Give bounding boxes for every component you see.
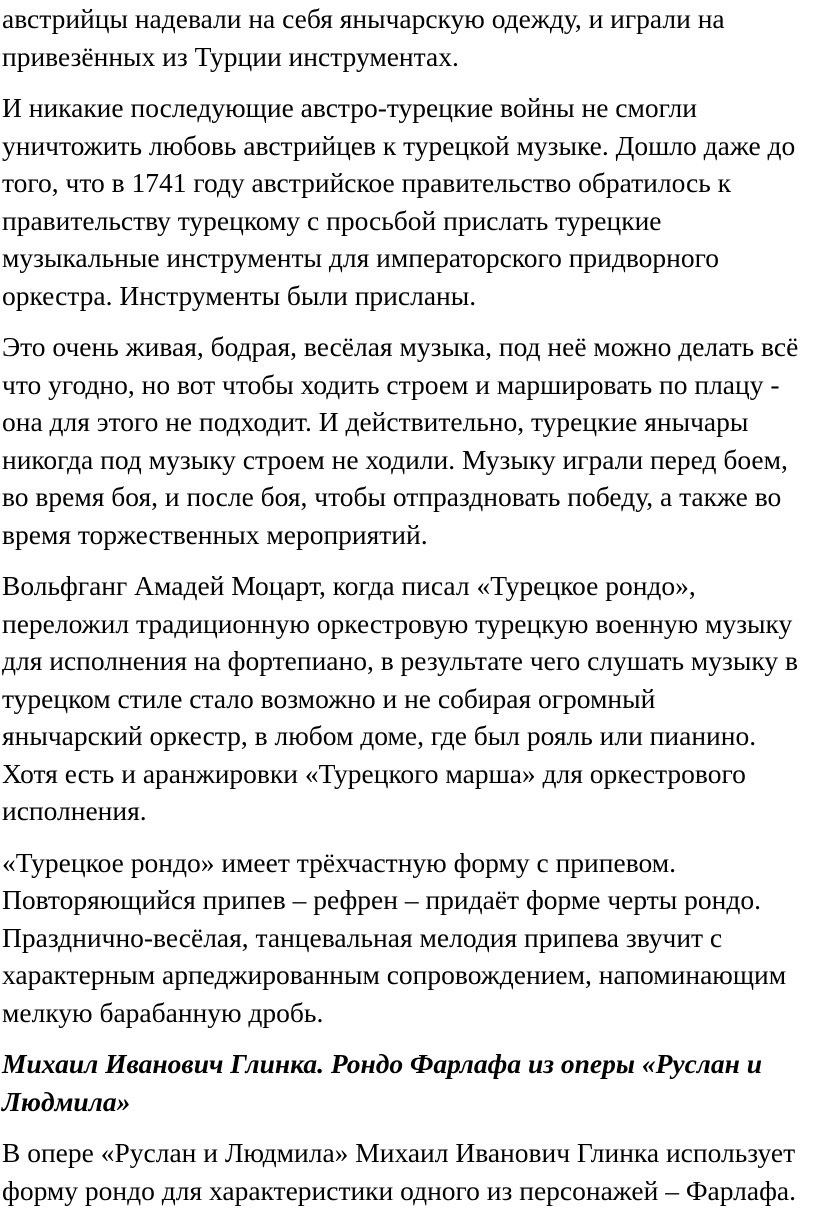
paragraph-mozart: Вольфганг Амадей Моцарт, когда писал «Турецкое рондо», переложил традиционную оркестровую турецкую военную музыку для исполнения на фортепиано, в результате чего слушать музыку в турецком стиле стало возможно и не собирая огромный янычарский оркестр, в любом доме, где был рояль или пианино. Хотя есть и аранжировки «Турецкого марша» для оркестрового исполнения.: [2, 570, 798, 826]
paragraph-lively-music: Это очень живая, бодрая, весёлая музыка, под неё можно делать всё что угодно, но вот чтобы ходить строем и маршировать по плацу - она для этого не подходит. И действительно, турецкие янычары никогда под музыку строем не ходили. Музыку играли перед боем, во время боя, и после боя, чтобы отпраздновать победу, а также во время торжественных мероприятий.: [2, 331, 799, 550]
paragraph-janissary-clothing: австрийцы надевали на себя янычарскую одежду, и играли на привезённых из Турции инструментах.: [2, 3, 725, 72]
section-heading-glinka: Михаил Иванович Глинка. Рондо Фарлафа из оперы «Руслан и Людмила»: [2, 1048, 763, 1117]
paragraph-austro-turkish-wars: И никакие последующие австро-турецкие войны не смогли уничтожить любовь австрийцев к турецкой музыке. Дошло даже до того, что в 1741 году австрийское правительство обратилось к правительству турецкому с просьбой прислать турецкие музыкальные инструменты для императорского придворного оркестра. Инструменты были присланы.: [2, 92, 796, 311]
paragraph-ruslan-and-lyudmila: В опере «Руслан и Людмила» Михаил Иванович Глинка использует форму рондо для характеристики одного из персонажей – Фарлафа.: [2, 1137, 796, 1206]
paragraph-turkish-rondo-form: «Турецкое рондо» имеет трёхчастную форму с припевом. Повторяющийся припев – рефрен – придаёт форме черты рондо. Празднично-весёлая, танцевальная мелодия припева звучит с характерным арпеджированным сопровождением, напоминающим мелкую барабанную дробь.: [2, 846, 787, 1028]
